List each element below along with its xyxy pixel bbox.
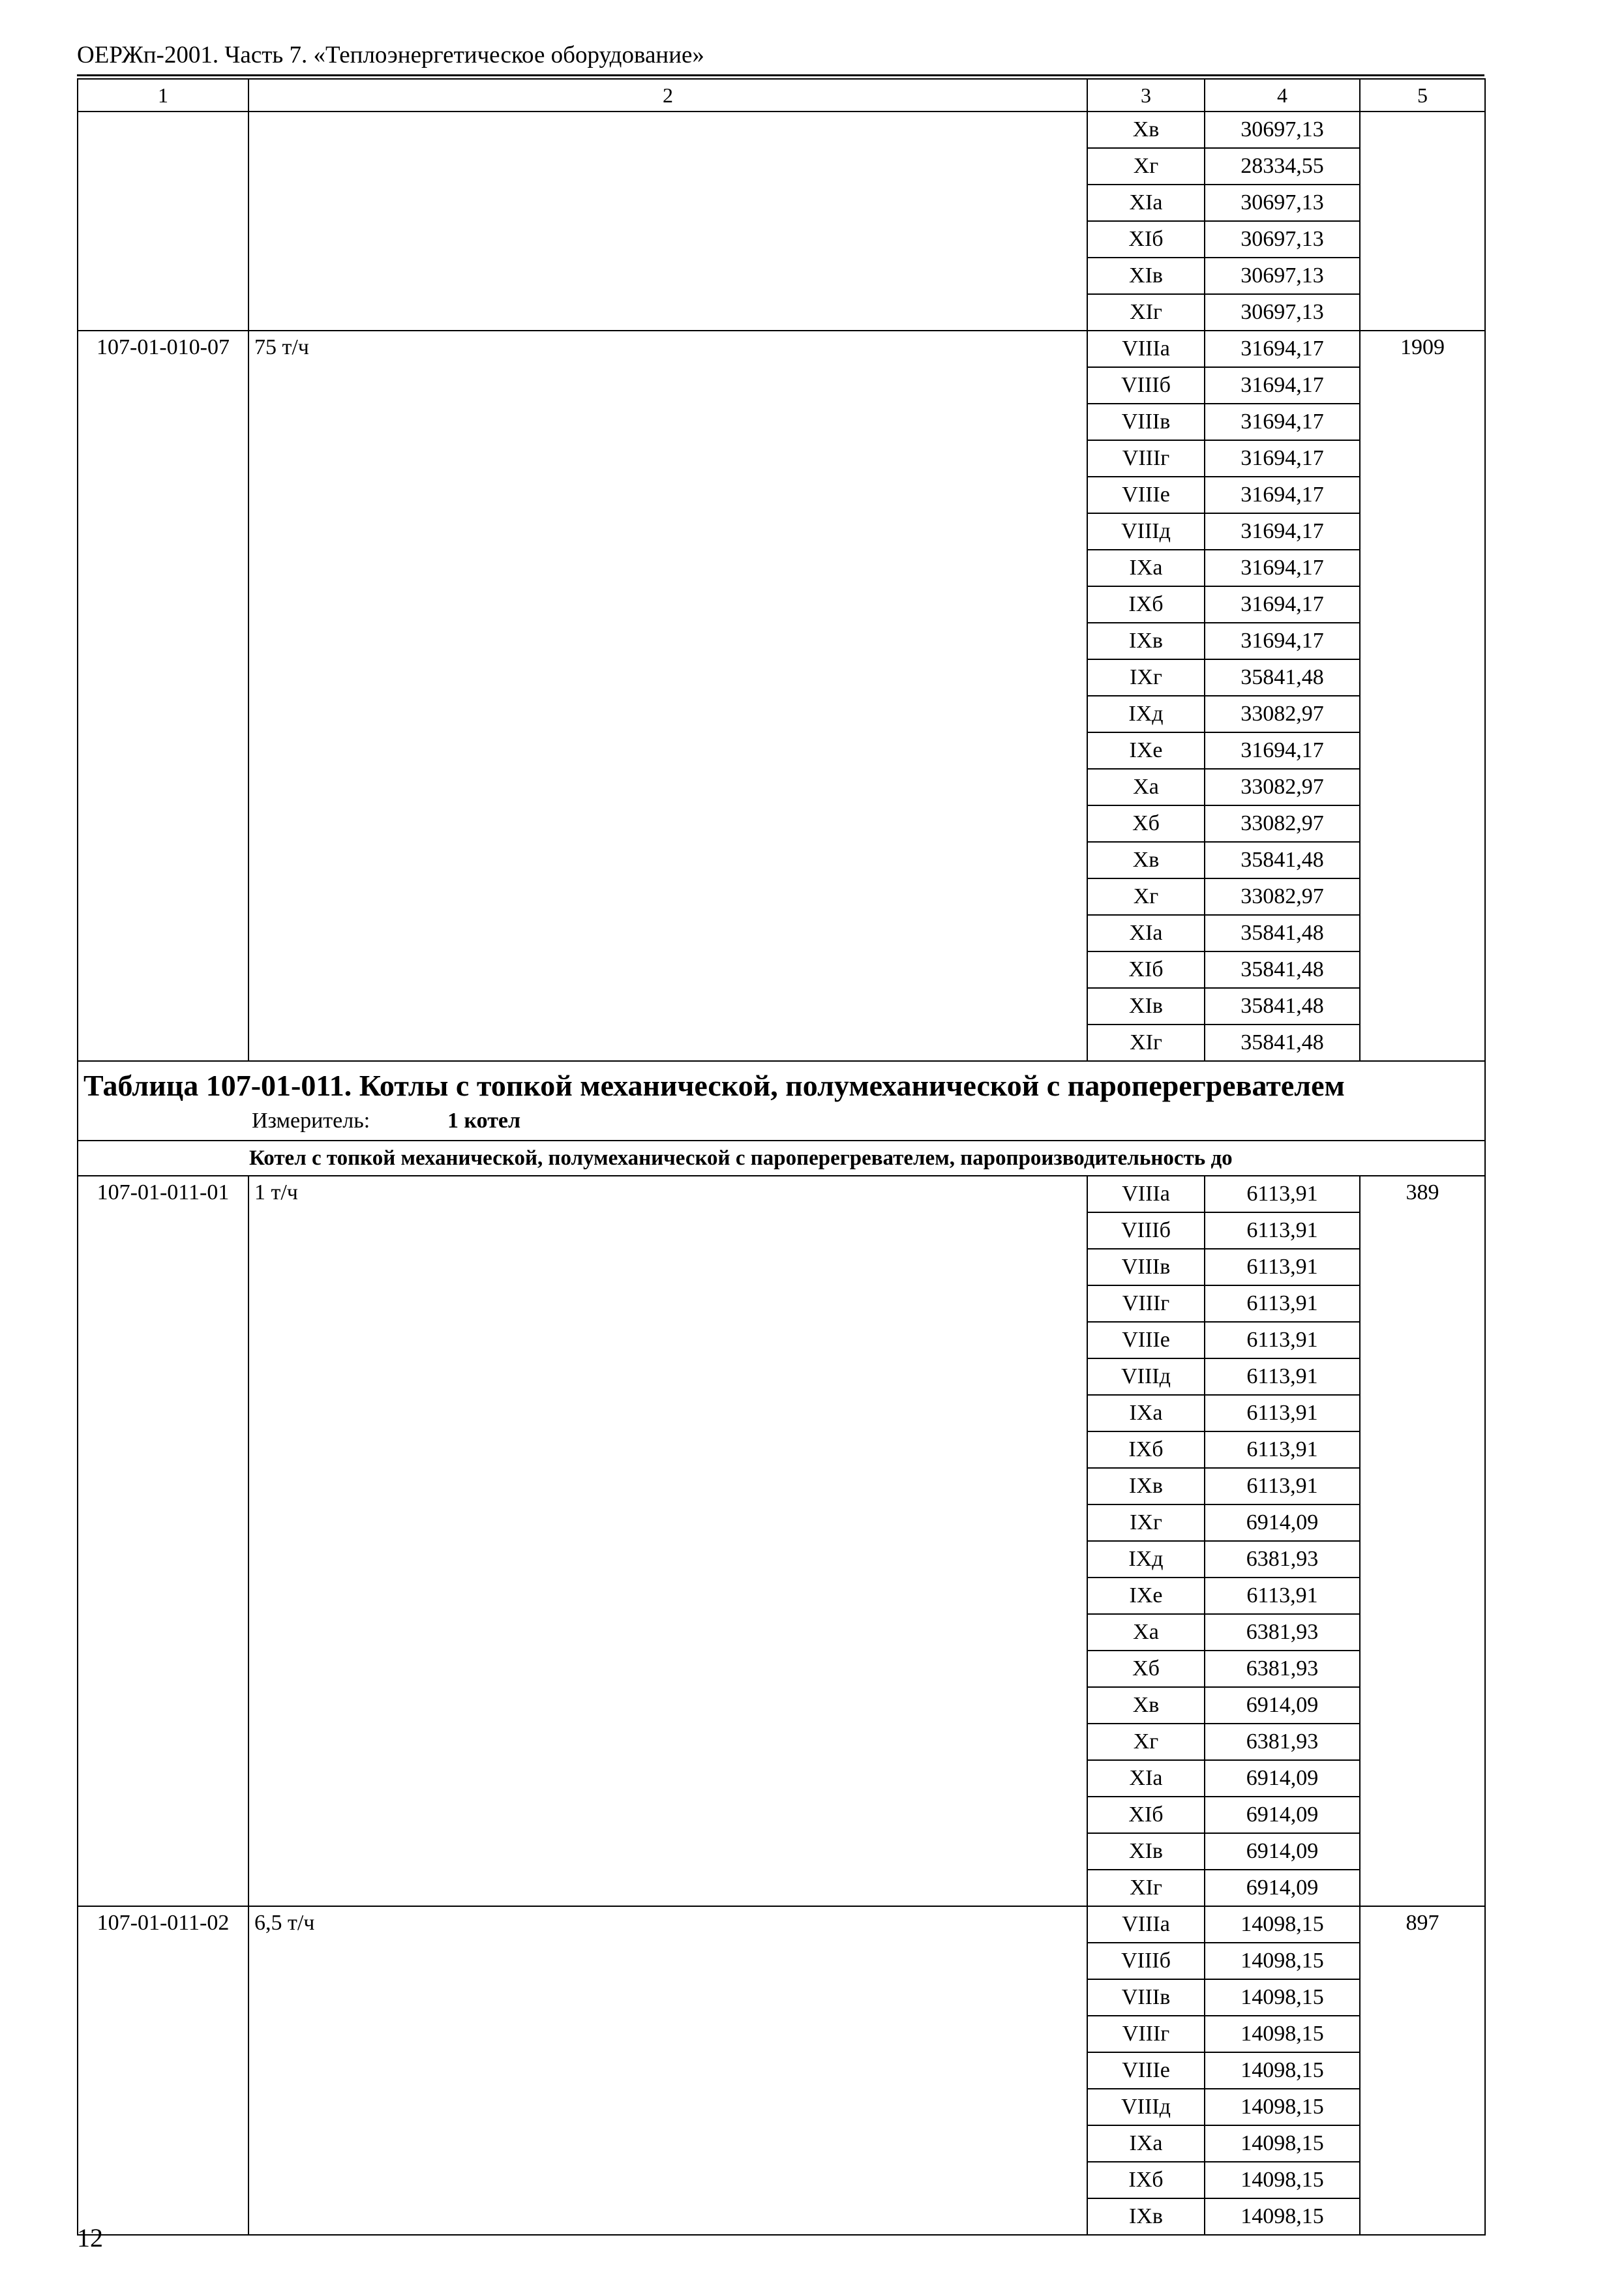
zone-cell: IXа [1087, 1395, 1205, 1431]
price-cell: 31694,17 [1205, 404, 1360, 440]
price-cell: 6381,93 [1205, 1724, 1360, 1760]
zone-cell: IXв [1087, 2198, 1205, 2235]
price-cell: 33082,97 [1205, 878, 1360, 915]
price-cell: 6381,93 [1205, 1541, 1360, 1578]
zone-cell: VIIIб [1087, 367, 1205, 404]
price-cell: 6113,91 [1205, 1322, 1360, 1358]
item-description: 75 т/ч [248, 331, 1087, 1061]
price-cell: 6113,91 [1205, 1578, 1360, 1614]
zone-cell: IXа [1087, 550, 1205, 586]
price-cell: 6113,91 [1205, 1212, 1360, 1249]
measure-label: Измеритель: [252, 1109, 370, 1133]
header-rule [77, 74, 1484, 76]
zone-cell: VIIIв [1087, 1979, 1205, 2016]
zone-cell: Xб [1087, 805, 1205, 842]
zone-cell: Xа [1087, 1614, 1205, 1651]
measure-value: 1 котел [447, 1109, 521, 1133]
price-cell: 14098,15 [1205, 2162, 1360, 2198]
zone-cell: XIа [1087, 185, 1205, 221]
price-cell: 35841,48 [1205, 659, 1360, 696]
price-cell: 6914,09 [1205, 1687, 1360, 1724]
price-cell: 33082,97 [1205, 805, 1360, 842]
column-number: 4 [1205, 79, 1360, 112]
price-cell: 6113,91 [1205, 1468, 1360, 1504]
rate-cell [1360, 112, 1485, 331]
price-cell: 6381,93 [1205, 1614, 1360, 1651]
price-cell: 30697,13 [1205, 112, 1360, 148]
price-cell: 30697,13 [1205, 294, 1360, 331]
column-number: 3 [1087, 79, 1205, 112]
rate-cell: 389 [1360, 1176, 1485, 1906]
zone-cell: VIIIб [1087, 1212, 1205, 1249]
zone-cell: VIIIд [1087, 2089, 1205, 2125]
zone-cell: VIIIв [1087, 404, 1205, 440]
zone-cell: VIIIг [1087, 440, 1205, 477]
price-cell: 14098,15 [1205, 1979, 1360, 2016]
table-row [78, 1906, 1485, 1943]
zone-cell: VIIIг [1087, 1285, 1205, 1322]
table-row [78, 112, 1485, 148]
zone-cell: XIг [1087, 1870, 1205, 1906]
table-row [78, 1176, 1485, 1212]
zone-cell: IXб [1087, 1431, 1205, 1468]
price-cell: 31694,17 [1205, 477, 1360, 513]
zone-cell: VIIIд [1087, 1358, 1205, 1395]
zone-cell: XIв [1087, 1833, 1205, 1870]
zone-cell: IXе [1087, 1578, 1205, 1614]
zone-cell: XIб [1087, 1797, 1205, 1833]
zone-cell: VIIIд [1087, 513, 1205, 550]
price-table [77, 78, 1486, 2236]
zone-cell: Xв [1087, 1687, 1205, 1724]
price-cell: 14098,15 [1205, 2125, 1360, 2162]
item-code: 107-01-011-02 [78, 1906, 248, 2235]
price-cell: 14098,15 [1205, 2089, 1360, 2125]
price-cell: 31694,17 [1205, 331, 1360, 367]
item-description: 6,5 т/ч [248, 1906, 1087, 2235]
page-number: 12 [77, 2223, 103, 2252]
zone-cell: VIIIа [1087, 1906, 1205, 1943]
zone-cell: Xв [1087, 112, 1205, 148]
price-cell: 35841,48 [1205, 915, 1360, 951]
zone-cell: Xв [1087, 842, 1205, 878]
price-cell: 30697,13 [1205, 221, 1360, 258]
price-cell: 6113,91 [1205, 1358, 1360, 1395]
zone-cell: IXв [1087, 1468, 1205, 1504]
zone-cell: XIв [1087, 258, 1205, 294]
price-cell: 6914,09 [1205, 1833, 1360, 1870]
item-code: 107-01-011-01 [78, 1176, 248, 1906]
zone-cell: Xг [1087, 148, 1205, 185]
price-cell: 31694,17 [1205, 732, 1360, 769]
zone-cell: VIIIа [1087, 331, 1205, 367]
zone-cell: VIIIб [1087, 1943, 1205, 1979]
rate-cell: 897 [1360, 1906, 1485, 2235]
zone-cell: VIIIе [1087, 2052, 1205, 2089]
page-header-title: ОЕРЖп-2001. Часть 7. «Теплоэнергетическое оборудование» [77, 42, 704, 68]
zone-cell: XIа [1087, 1760, 1205, 1797]
price-cell: 6113,91 [1205, 1285, 1360, 1322]
price-cell: 14098,15 [1205, 1906, 1360, 1943]
price-cell: 31694,17 [1205, 550, 1360, 586]
table-row [78, 331, 1485, 367]
price-cell: 33082,97 [1205, 696, 1360, 732]
price-cell: 6113,91 [1205, 1431, 1360, 1468]
section-subheading: Котел с топкой механической, полумеханической с пароперегревателем, паропроизводительность до [78, 1141, 1485, 1176]
column-number: 5 [1360, 79, 1485, 112]
zone-cell: VIIIв [1087, 1249, 1205, 1285]
price-cell: 14098,15 [1205, 2052, 1360, 2089]
price-cell: 6914,09 [1205, 1504, 1360, 1541]
price-cell: 6914,09 [1205, 1870, 1360, 1906]
zone-cell: XIв [1087, 988, 1205, 1025]
zone-cell: XIб [1087, 951, 1205, 988]
price-cell: 6113,91 [1205, 1249, 1360, 1285]
zone-cell: XIг [1087, 294, 1205, 331]
zone-cell: VIIIе [1087, 477, 1205, 513]
zone-cell: VIIIг [1087, 2016, 1205, 2052]
item-code [78, 112, 248, 331]
price-cell: 30697,13 [1205, 185, 1360, 221]
price-cell: 31694,17 [1205, 513, 1360, 550]
item-description [248, 112, 1087, 331]
price-cell: 33082,97 [1205, 769, 1360, 805]
price-cell: 35841,48 [1205, 1025, 1360, 1061]
zone-cell: VIIIа [1087, 1176, 1205, 1212]
price-cell: 14098,15 [1205, 2198, 1360, 2235]
price-cell: 31694,17 [1205, 440, 1360, 477]
zone-cell: Xг [1087, 1724, 1205, 1760]
table-title-row [78, 1061, 1485, 1141]
zone-cell: IXе [1087, 732, 1205, 769]
price-cell: 6381,93 [1205, 1651, 1360, 1687]
zone-cell: IXг [1087, 1504, 1205, 1541]
zone-cell: IXд [1087, 696, 1205, 732]
price-cell: 6113,91 [1205, 1395, 1360, 1431]
item-description: 1 т/ч [248, 1176, 1087, 1906]
zone-cell: IXв [1087, 623, 1205, 659]
column-number-row [78, 79, 1485, 112]
price-cell: 6113,91 [1205, 1176, 1360, 1212]
table-title: Таблица 107-01-011. Котлы с топкой механической, полумеханической с пароперегревателем [83, 1069, 1345, 1102]
table-title-block [78, 1061, 1485, 1141]
zone-cell: VIIIе [1087, 1322, 1205, 1358]
column-number: 1 [78, 79, 248, 112]
zone-cell: IXб [1087, 586, 1205, 623]
price-cell: 35841,48 [1205, 988, 1360, 1025]
price-cell: 6914,09 [1205, 1760, 1360, 1797]
column-number: 2 [248, 79, 1087, 112]
rate-cell: 1909 [1360, 331, 1485, 1061]
zone-cell: Xа [1087, 769, 1205, 805]
price-cell: 6914,09 [1205, 1797, 1360, 1833]
zone-cell: XIа [1087, 915, 1205, 951]
price-cell: 14098,15 [1205, 2016, 1360, 2052]
price-cell: 31694,17 [1205, 586, 1360, 623]
zone-cell: Xб [1087, 1651, 1205, 1687]
measure-row [83, 1106, 1479, 1136]
zone-cell: IXб [1087, 2162, 1205, 2198]
zone-cell: XIг [1087, 1025, 1205, 1061]
price-cell: 35841,48 [1205, 842, 1360, 878]
item-code: 107-01-010-07 [78, 331, 248, 1061]
price-cell: 28334,55 [1205, 148, 1360, 185]
price-cell: 35841,48 [1205, 951, 1360, 988]
subheading-row [78, 1141, 1485, 1176]
price-cell: 14098,15 [1205, 1943, 1360, 1979]
zone-cell: IXг [1087, 659, 1205, 696]
price-cell: 31694,17 [1205, 367, 1360, 404]
price-cell: 30697,13 [1205, 258, 1360, 294]
zone-cell: XIб [1087, 221, 1205, 258]
zone-cell: IXд [1087, 1541, 1205, 1578]
price-cell: 31694,17 [1205, 623, 1360, 659]
zone-cell: Xг [1087, 878, 1205, 915]
zone-cell: IXа [1087, 2125, 1205, 2162]
